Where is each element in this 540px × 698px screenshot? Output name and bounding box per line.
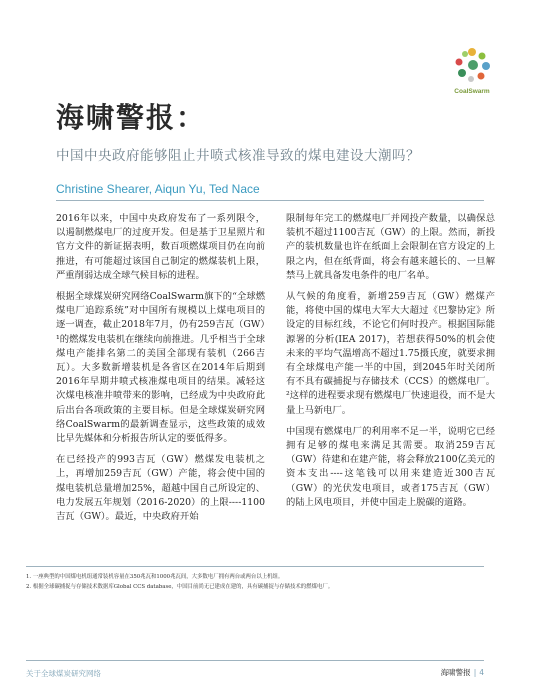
footnote: 1. 一座典型的中国煤电机组通常装机容量在350兆瓦和1000兆瓦间，大多数电厂拥有两台或两台以上机组。 xyxy=(26,574,284,580)
paragraph: 2016年以来，中国中央政府发布了一系列限令，以遏制燃煤电厂的过度开发。但是基于卫星照片和官方文件的新证据表明，数百项燃煤项目仍在向前推进，有可能超过该国自己制定的燃煤装机上限，严重削弱达成全球气候目标的进程。 xyxy=(56,213,265,281)
body-column-left xyxy=(56,212,265,531)
logo-text: CoalSwarm xyxy=(454,88,490,95)
footer-page-info xyxy=(441,667,484,678)
footer-separator: | xyxy=(473,668,477,677)
page-title: 海啸警报： xyxy=(56,101,207,134)
footnote-divider xyxy=(26,566,484,567)
footer-report-title: 海啸警报 xyxy=(440,668,471,677)
footnote: 2. 根据全球碳捕捉与存储技术数据库Global CCS database，中国目前尚无已建成在建的，具有碳捕捉与存储技术的燃煤电厂。 xyxy=(26,584,334,590)
paragraph: 从气候的角度看，新增259吉瓦（GW）燃煤产能，将使中国的煤电大军大大超过《巴黎协定》所设定的目标红线，不论它们何时投产。根据国际能源署的分析(IEA 2017)，若想获得50%的机会使未来的平均气温增高不超过1.75摄氏度，就要求拥有全球煤电产能一半的中国，到2045年时关闭所有不具有碳捕捉与存储技术（CCS）的燃煤电厂。²这样的进程要求现有燃煤电厂快速退役，而不是大量上马新电厂。 xyxy=(286,291,495,416)
paragraph: 中国现有燃煤电厂的利用率不足一半，说明它已经拥有足够的煤电来满足其需要。取消259吉瓦（GW）待建和在建产能，将会释放2100亿美元的资本支出----这笔钱可以用来建造近300吉瓦（GW）的光伏发电项目，或者175吉瓦（GW）的陆上风电项目，并使中国走上脱碳的道路。 xyxy=(286,425,495,508)
footer-section-link[interactable]: 关于全球煤炭研究网络 xyxy=(26,669,101,678)
footnotes xyxy=(26,572,496,592)
header-divider xyxy=(56,200,484,201)
page-number: 4 xyxy=(479,668,484,677)
footer-divider xyxy=(26,660,484,661)
paragraph: 限制每年完工的燃煤电厂并网投产数量，以确保总装机不超过1100吉瓦（GW）的上限。然而，新投产的装机数量也许在纸面上会限制在官方设定的上限之内，但在纸背面，将会有越来越长的、一旦解禁马上就具备发电条件的电厂名单。 xyxy=(286,213,495,281)
page-subtitle: 中国中央政府能够阻止井喷式核准导致的煤电建设大潮吗？ xyxy=(56,148,420,164)
paragraph: 在已经投产的993吉瓦（GW）燃煤发电装机之上，再增加259吉瓦（GW）产能，将会使中国的煤电装机总量增加25%，超越中国自己所设定的、电力发展五年规划（2016-2020）的上限----1100吉瓦（GW）。最近，中央政府开始 xyxy=(56,454,265,523)
body-column-right xyxy=(286,212,495,517)
coalswarm-logo-icon xyxy=(452,46,492,86)
paragraph: 根据全球煤炭研究网络CoalSwarm旗下的“全球燃煤电厂追踪系统”对中国所有规模以上煤电项目的逐一调查，截止2018年7月，仍有259吉瓦（GW）¹的燃煤发电装机在继续向前推进。几乎相当于全球煤电产能排名第二的美国全部现有装机（266吉瓦）。大多数新增装机是各省区在2014年后期到2016年早期井喷式核准煤电项目的结果。减轻这次煤电核准井喷带来的影响，已经成为中央政府此后出台各项政策的主要目标。但是全球煤炭研究网络CoalSwarm的最新调查显示，这些政策的成效比早先媒体和分析报告所认定的要低得多。 xyxy=(56,291,265,445)
authors: Christine Shearer, Aiqun Yu, Ted Nace xyxy=(56,182,260,196)
